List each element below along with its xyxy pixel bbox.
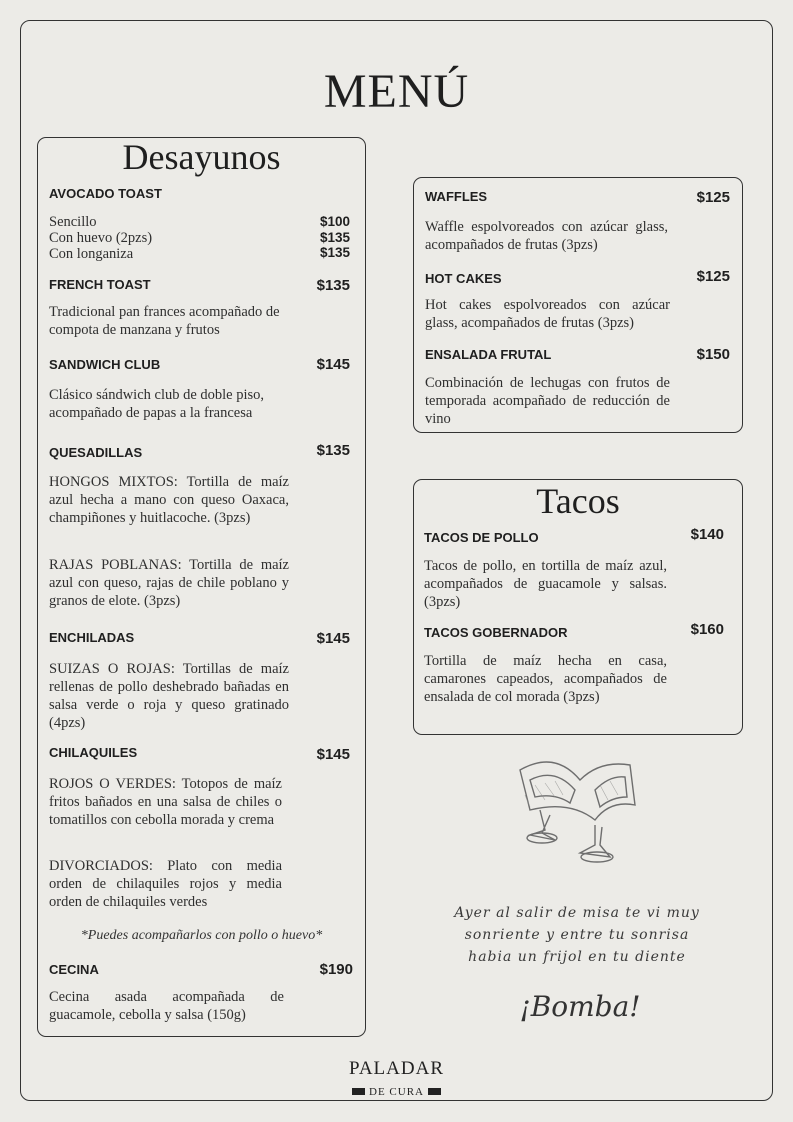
enchiladas-label: SUIZAS O ROJAS: [49, 661, 175, 677]
enchiladas-name: ENCHILADAS [49, 630, 135, 645]
avocado-option-2: Con huevo (2pzs) [49, 230, 153, 246]
tacos-pollo-name: TACOS DE POLLO [424, 530, 539, 545]
enchiladas-price: $145 [316, 630, 350, 647]
logo-top-text: PALADAR [349, 1058, 444, 1079]
logo-bar-right [428, 1088, 441, 1095]
waffles-price: $125 [696, 189, 730, 206]
waffles-name: WAFFLES [425, 189, 488, 204]
rojos-label: ROJOS O VERDES: [49, 776, 176, 792]
waffles-desc: Waffle espolvoreados con azúcar glass, acompañados de frutas (3pzs) [425, 219, 668, 253]
menu-title: MENÚ [323, 65, 470, 118]
tacos-gobernador-name: TACOS GOBERNADOR [424, 625, 568, 640]
tacos-section [413, 479, 743, 735]
quesadillas-rajas-desc [49, 556, 289, 610]
french-toast-price: $135 [316, 277, 350, 294]
quesadillas-hongos-desc [49, 473, 289, 527]
enchiladas-text: Tortillas de maíz rellenas de pollo deshebrado bañadas en salsa verde o roja y queso gratinado (4pzs) [49, 661, 289, 731]
poem-line-3: habia un frijol en tu diente [468, 949, 686, 965]
avocado-option-1: Sencillo [49, 214, 97, 230]
avocado-toast-name: AVOCADO TOAST [49, 186, 162, 201]
tacos-gobernador-price: $160 [690, 621, 724, 638]
hotcakes-desc: Hot cakes espolvoreados con azúcar glass, acompañados de frutas (3pzs) [425, 297, 670, 331]
tacos-pollo-price: $140 [690, 526, 724, 543]
rajas-label: RAJAS POBLANAS: [49, 557, 182, 573]
sandwich-club-name: SANDWICH CLUB [49, 357, 161, 372]
ensalada-price: $150 [696, 346, 730, 363]
chilaquiles-rojos-desc [49, 775, 282, 829]
tacos-pollo-desc: Tacos de pollo, en tortilla de maíz azul, acompañados de guacamole y salsas. (3pzs) [424, 558, 667, 610]
rajas-text: Tortilla de maíz azul con queso, rajas de chile poblano y granos de elote. (3pzs) [49, 557, 289, 609]
chilaquiles-div-desc [49, 857, 282, 911]
brand-logo [0, 1058, 793, 1099]
avocado-price-1: $100 [319, 214, 350, 229]
tacos-gobernador-desc: Tortilla de maíz hecha en casa, camarones capeados, acompañados de ensalada de col morada (3pzs) [424, 653, 667, 705]
cecina-name: CECINA [49, 962, 99, 977]
rojos-text: Totopos de maíz fritos bañados en una salsa de chiles o tomatillos con cebolla morada y crema [49, 776, 282, 828]
hongos-label: HONGOS MIXTOS: [49, 474, 178, 490]
sandwich-club-desc: Clásico sándwich club de doble piso, acompañado de papas a la francesa [49, 387, 265, 421]
hongos-text: Tortilla de maíz azul hecha a mano con queso Oaxaca, champiñones y huitlacoche. (3pzs) [49, 474, 289, 526]
chilaquiles-price: $145 [316, 746, 350, 763]
desayunos-section [37, 137, 366, 1037]
quesadillas-name: QUESADILLAS [49, 445, 143, 460]
tacos-title: Tacos [536, 481, 620, 521]
avocado-price-3: $135 [319, 245, 350, 260]
avocado-price-2: $135 [319, 230, 350, 245]
sandwich-club-price: $145 [316, 356, 350, 373]
logo-bar-left [352, 1088, 365, 1095]
poem-line-2: sonriente y entre tu sonrisa [464, 927, 690, 943]
quesadillas-price: $135 [316, 442, 350, 459]
avocado-option-3: Con longaniza [49, 246, 134, 262]
poem-line-1: Ayer al salir de misa te vi muy [454, 905, 700, 921]
logo-bottom [352, 1086, 441, 1098]
mirror-illustration [500, 745, 650, 870]
ensalada-name: ENSALADA FRUTAL [425, 347, 552, 362]
hotcakes-name: HOT CAKES [425, 271, 502, 286]
chilaquiles-name: CHILAQUILES [49, 745, 138, 760]
enchiladas-desc [49, 660, 289, 732]
desayunos-title: Desayunos [122, 137, 281, 177]
french-toast-desc: Tradicional pan frances acompañado de compota de manzana y frutos [49, 304, 280, 338]
cecina-price: $190 [319, 961, 353, 978]
div-text: Plato con media orden de chilaquiles rojos y media orden de chilaquiles verdes [49, 858, 282, 910]
chilaquiles-note: *Puedes acompañarlos con pollo o huevo* [80, 928, 323, 943]
dulces-section [413, 177, 743, 433]
ensalada-desc: Combinación de lechugas con frutos de temporada acompañado de reducción de vino [425, 375, 670, 427]
signature: ¡Bomba! [519, 990, 641, 1023]
hotcakes-price: $125 [696, 268, 730, 285]
cecina-desc: Cecina asada acompañada de guacamole, cebolla y salsa (150g) [49, 989, 284, 1023]
french-toast-name: FRENCH TOAST [49, 277, 151, 292]
logo-bottom-text: DE CURA [369, 1085, 424, 1098]
div-label: DIVORCIADOS: [49, 858, 153, 874]
